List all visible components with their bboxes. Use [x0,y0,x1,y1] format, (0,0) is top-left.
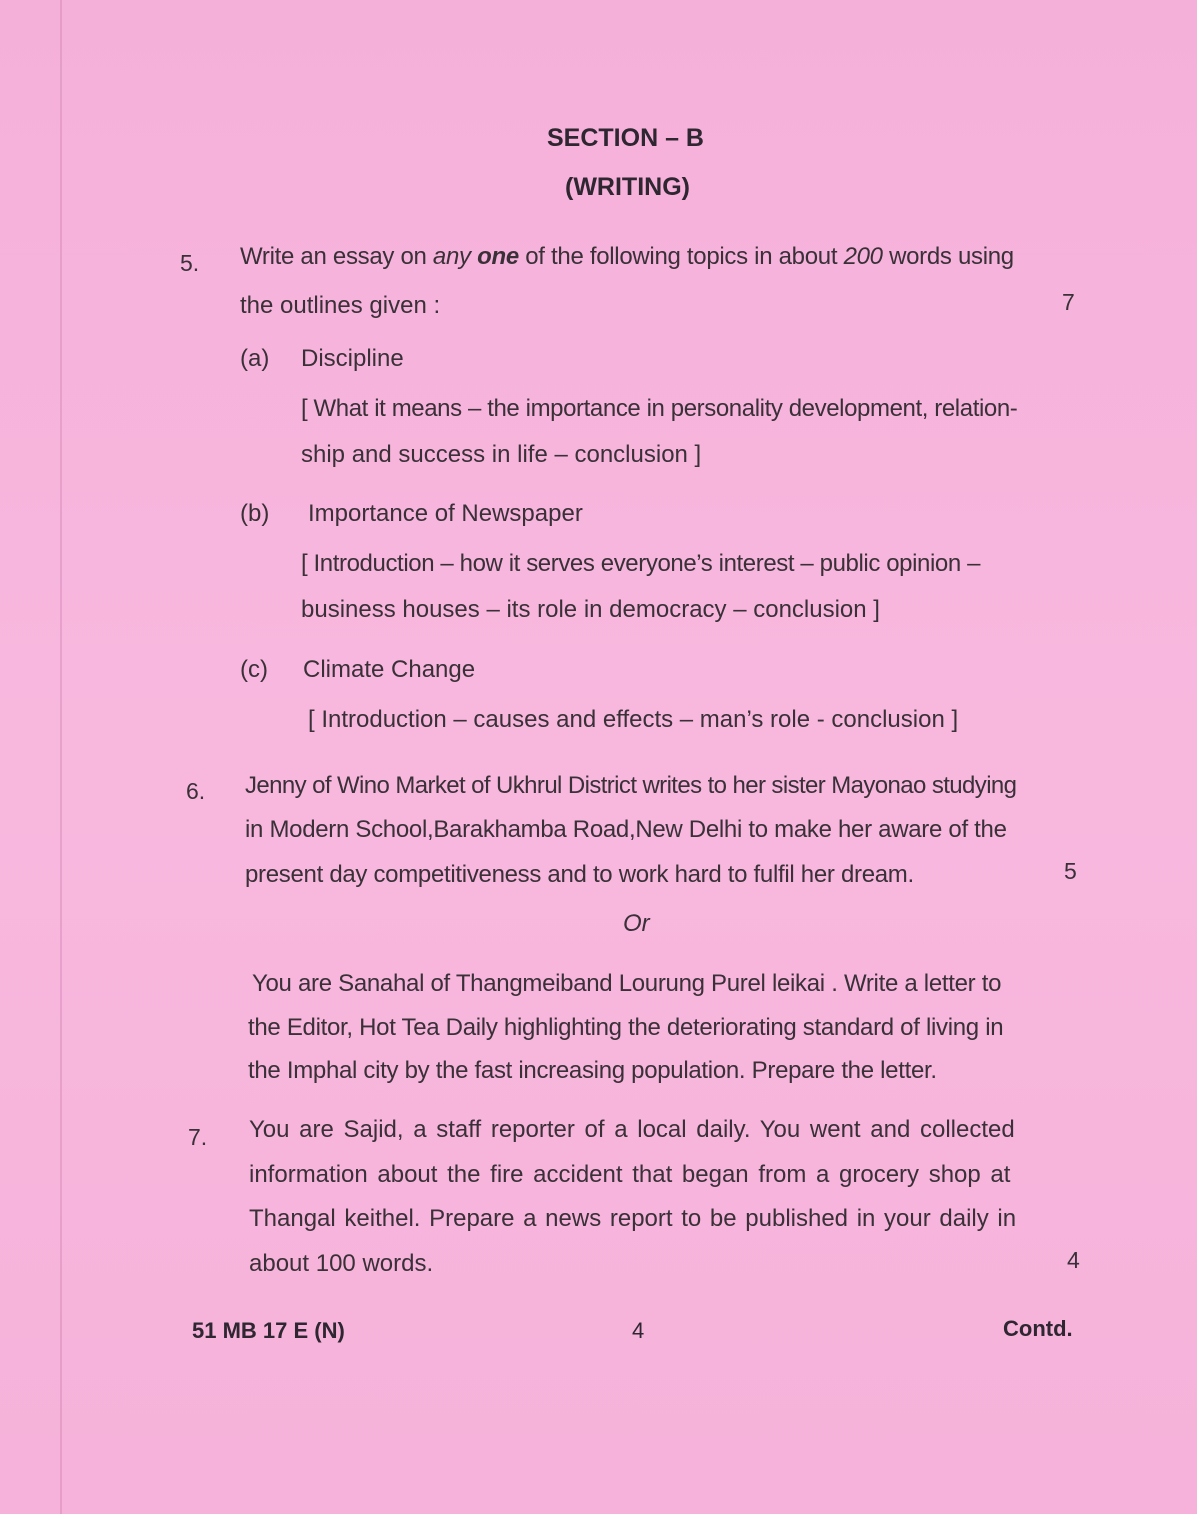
q5-option-c-title: Climate Change [303,656,476,683]
section-title: SECTION – B [547,124,704,152]
q7-line3: Thangal keithel. Prepare a news report to be published in your daily in [249,1205,1017,1232]
q6-alt-line2: the Editor, Hot Tea Daily highlighting the deteriorating standard of living in [248,1014,1004,1041]
q7-number: 7. [188,1124,208,1150]
page-number: 4 [632,1318,645,1343]
q5-option-c-outline-1: [ Introduction – causes and effects – man’s role - conclusion ] [308,706,959,733]
q5-line2: the outlines given : [240,292,441,319]
q5-marks: 7 [1062,289,1075,315]
paper-code: 51 MB 17 E (N) [192,1318,345,1343]
q7-marks: 4 [1067,1247,1080,1273]
q5-number: 5. [180,250,200,276]
contd-label: Contd. [1003,1316,1073,1341]
q6-line2: in Modern School,Barakhamba Road,New Delhi to make her aware of the [245,816,1007,843]
q5-option-b-label: (b) [240,500,270,527]
q5-option-b-title: Importance of Newspaper [308,500,583,527]
q5-option-a-title: Discipline [301,345,404,372]
q6-alt-line3: the Imphal city by the fast increasing population. Prepare the letter. [248,1057,937,1084]
q6-or: Or [623,910,650,937]
q6-alt-line1: You are Sanahal of Thangmeiband Lourung Purel leikai . Write a letter to [252,970,1002,997]
q7-line1: You are Sajid, a staff reporter of a local daily. You went and collected [249,1116,1015,1143]
q5-option-a-outline-2: ship and success in life – conclusion ] [301,441,702,468]
q7-line2: information about the fire accident that began from a grocery shop at [249,1161,1011,1188]
q6-number: 6. [186,778,206,804]
q5-line1: Write an essay on any one of the following topics in about 200 words using [240,243,1014,270]
q5-option-a-label: (a) [240,345,270,372]
q5-option-a-outline-1: [ What it means – the importance in personality development, relation- [301,395,1018,422]
q5-option-b-outline-1: [ Introduction – how it serves everyone’s interest – public opinion – [301,550,981,577]
q6-marks: 5 [1064,858,1077,884]
q6-line3: present day competitiveness and to work hard to fulfil her dream. [245,861,914,888]
q5-option-c-label: (c) [240,656,268,683]
q7-line4: about 100 words. [249,1250,434,1277]
section-subtitle: (WRITING) [565,173,690,201]
q5-option-b-outline-2: business houses – its role in democracy – conclusion ] [301,596,880,623]
q6-line1: Jenny of Wino Market of Ukhrul District writes to her sister Mayonao studying [245,772,1017,799]
paper-fold-line [60,0,62,1514]
